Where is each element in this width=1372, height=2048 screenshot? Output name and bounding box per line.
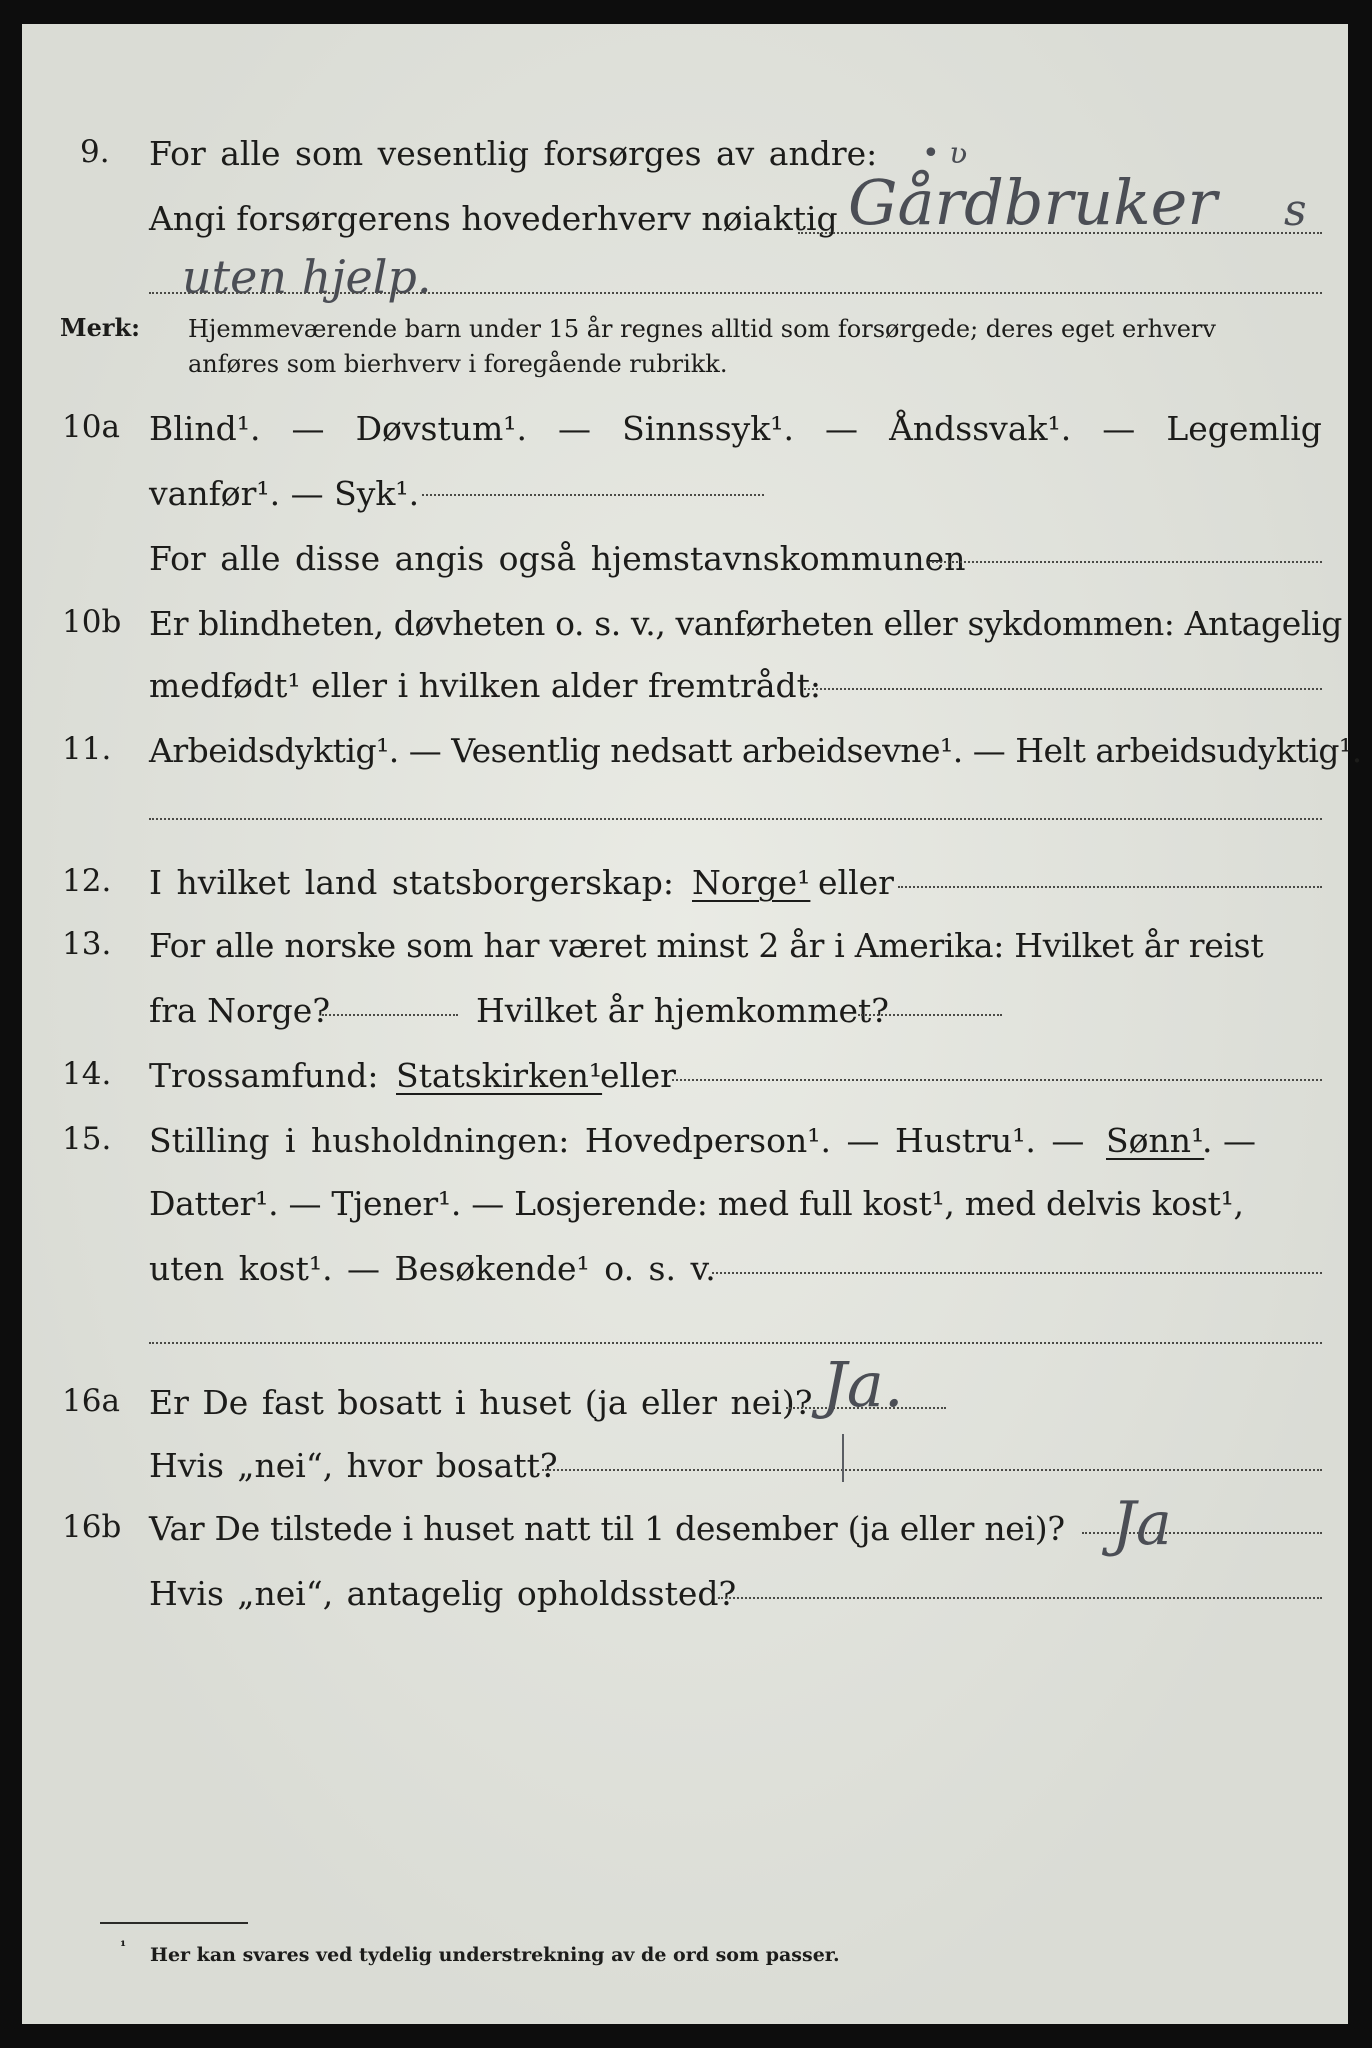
q15-line3: uten kost¹. — Besøkende¹ o. s. v. xyxy=(149,1249,716,1288)
q12-prefix: I hvilket land statsborgerskap: xyxy=(149,863,675,902)
q10a-dash-3: — xyxy=(825,409,859,448)
q9-handwritten-answer-cont: uten hjelp. xyxy=(182,250,432,304)
footnote-text: Her kan svares ved tydelig understrekning av de ord som passer. xyxy=(150,1944,840,1966)
q10a-dash-4: — xyxy=(1102,409,1136,448)
q10a-dash-1: — xyxy=(291,409,325,448)
q13-reist-line xyxy=(322,1014,458,1016)
q16a-number: 16a xyxy=(62,1383,120,1419)
q9-number: 9. xyxy=(80,134,110,170)
q14-suffix: eller xyxy=(600,1056,676,1095)
q14-statskirken-underlined: Statskirken¹ xyxy=(396,1056,603,1095)
q15-line1b: . — xyxy=(1202,1121,1256,1160)
q10b-number: 10b xyxy=(62,604,122,640)
q12-suffix: eller xyxy=(818,863,894,902)
q16b-line1: Var De tilstede i huset natt til 1 desember (ja eller nei)? xyxy=(149,1509,1065,1548)
q16a-bosatt-line xyxy=(542,1469,1322,1471)
q9-line1: For alle som vesentlig forsørges av andre: xyxy=(149,134,878,173)
q10a-dovstum: Døvstum¹. xyxy=(355,409,527,448)
q10a-line3: For alle disse angis også hjemstavnskommunen xyxy=(149,539,966,578)
q16a-line1: Er De fast bosatt i huset (ja eller nei)? xyxy=(149,1383,813,1422)
q12-land-line xyxy=(898,886,1322,888)
q16b-handwritten-answer: Ja xyxy=(1112,1489,1172,1559)
q14-trossamfund-line xyxy=(672,1079,1322,1081)
q11-line1: Arbeidsdyktig¹. — Vesentlig nedsatt arbeidsevne¹. — Helt arbeidsudyktig¹. xyxy=(149,731,1362,770)
q10b-line2: medfødt¹ eller i hvilken alder fremtrådt: xyxy=(149,666,822,705)
q10a-blind: Blind¹. xyxy=(149,409,261,448)
merk-line1: Hjemmeværende barn under 15 år regnes alltid som forsørgede; deres eget erhverv xyxy=(188,315,1216,343)
q16a-handwritten-answer: Ja. xyxy=(822,1348,904,1421)
q10a-line2: vanfør¹. — Syk¹. xyxy=(149,474,420,513)
q13-line1: For alle norske som har været minst 2 år i Amerika: Hvilket år reist xyxy=(149,926,1264,965)
q15-line2: Datter¹. — Tjener¹. — Losjerende: med full kost¹, med delvis kost¹, xyxy=(149,1184,1244,1223)
q16a-ditto-mark xyxy=(842,1434,850,1482)
census-form-page xyxy=(22,24,1362,2024)
q10b-alder-line xyxy=(804,688,1322,690)
merk-line2: anføres som bierhverv i foregående rubrikk. xyxy=(188,350,728,378)
q14-prefix: Trossamfund: xyxy=(149,1056,379,1095)
footnote-rule xyxy=(100,1922,248,1924)
q9-handwritten-answer: Gårdbruker xyxy=(848,166,1217,239)
q9-handwritten-dot-mark: • ʋ xyxy=(922,136,968,171)
q10b-line1: Er blindheten, døvheten o. s. v., vanførheten eller sykdommen: Antagelig xyxy=(149,604,1342,643)
q10a-line1 xyxy=(149,409,1322,448)
footnote-marker: ¹ xyxy=(120,1939,127,1955)
q10a-andssvak: Åndssvak¹. xyxy=(889,409,1072,448)
q9-line2: Angi forsørgerens hovederhverv nøiaktig xyxy=(149,199,838,238)
q15-number: 15. xyxy=(62,1121,112,1157)
q16b-line2: Hvis „nei“, antagelig opholdssted? xyxy=(149,1574,737,1613)
q10a-dash-2: — xyxy=(558,409,592,448)
q15-sonn-underlined: Sønn¹ xyxy=(1106,1121,1205,1160)
q14-number: 14. xyxy=(62,1056,112,1092)
q16b-number: 16b xyxy=(62,1509,122,1545)
merk-label: Merk: xyxy=(60,313,140,342)
q13-hjemkommet-line xyxy=(858,1014,1002,1016)
q15-line1a: Stilling i husholdningen: Hovedperson¹. — Hustru¹. — xyxy=(149,1121,1085,1160)
q16a-line2: Hvis „nei“, hvor bosatt? xyxy=(149,1446,558,1485)
q12-norge-underlined: Norge¹ xyxy=(692,863,811,902)
q10a-syk-line xyxy=(422,494,764,496)
q10a-number: 10a xyxy=(62,409,120,445)
q13-line2b: Hvilket år hjemkommet? xyxy=(476,991,889,1030)
q13-line2a: fra Norge? xyxy=(149,991,331,1030)
q16b-opholdssted-line xyxy=(718,1597,1322,1599)
q12-number: 12. xyxy=(62,863,112,899)
q9-handwritten-suffix: s xyxy=(1284,185,1307,236)
q10a-kommune-line xyxy=(928,561,1322,563)
q9-answer-line-2 xyxy=(149,292,1322,294)
q10a-legemlig: Legemlig xyxy=(1166,409,1322,448)
q11-answer-line xyxy=(149,818,1322,820)
q15-answer-line xyxy=(149,1342,1322,1344)
q11-number: 11. xyxy=(62,731,112,767)
q13-number: 13. xyxy=(62,926,112,962)
q10a-sinnssyk: Sinnssyk¹. xyxy=(622,409,794,448)
q15-stilling-line xyxy=(712,1272,1322,1274)
